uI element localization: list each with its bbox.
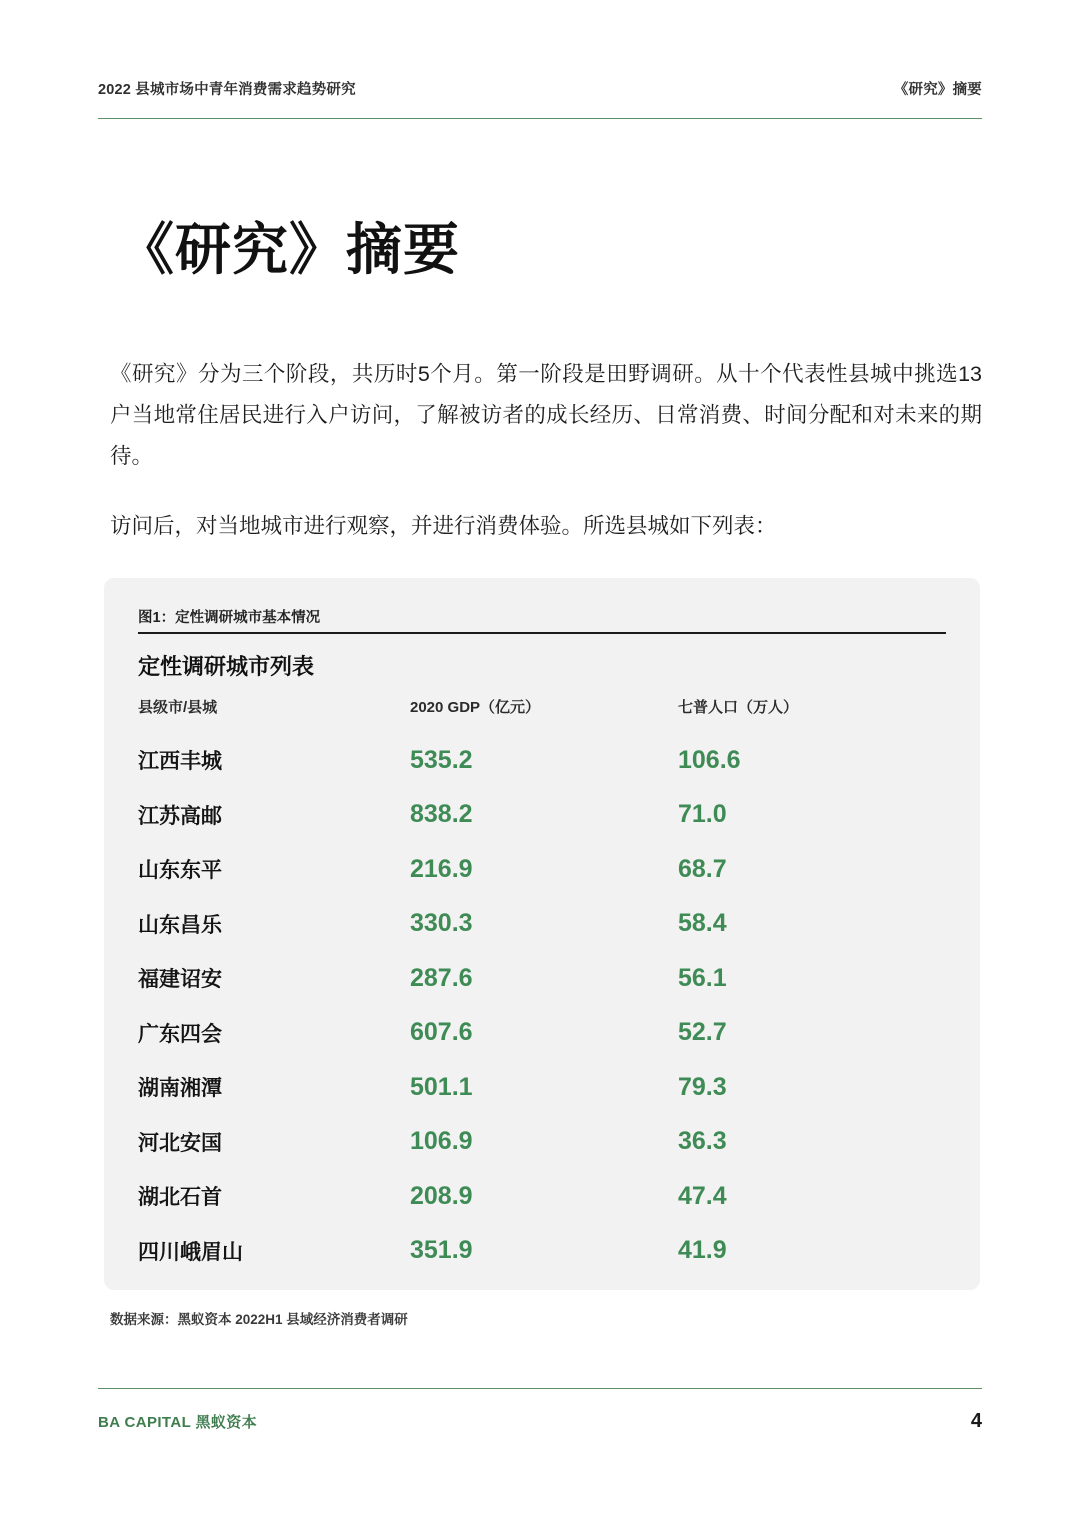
cell-city: [138, 842, 410, 897]
cell-city-value: 江苏高邮: [138, 804, 222, 828]
cell-city-value: 广东四会: [138, 1022, 222, 1046]
cell-population: [678, 1060, 948, 1115]
cell-city: [138, 951, 410, 1006]
cell-population-value: 106.6: [678, 745, 741, 774]
cell-gdp: [410, 1060, 678, 1115]
cell-gdp: [410, 897, 678, 952]
cell-gdp: [410, 733, 678, 788]
cell-city: [138, 1006, 410, 1061]
footer-page-number: 4: [970, 1410, 982, 1432]
table-row: [138, 1060, 948, 1115]
table-row: [138, 1169, 948, 1224]
cell-city-value: 河北安国: [138, 1131, 222, 1155]
cell-population-value: 68.7: [678, 854, 727, 883]
table-row: [138, 733, 948, 788]
cell-population: [678, 1224, 948, 1279]
cell-population: [678, 897, 948, 952]
figure-caption: 图1：定性调研城市基本情况: [138, 610, 321, 626]
cell-population-value: 36.3: [678, 1127, 727, 1156]
table-header-row: [138, 696, 948, 733]
cell-population-value: 58.4: [678, 909, 727, 938]
column-header-city: 县级市/县城: [138, 699, 218, 716]
cell-gdp: [410, 1169, 678, 1224]
cell-gdp: [410, 951, 678, 1006]
cell-city: [138, 1060, 410, 1115]
footer-divider: [98, 1388, 982, 1389]
table-title: 定性调研城市列表: [138, 654, 315, 679]
paragraph-intro: 《研究》分为三个阶段，共历时5个月。第一阶段是田野调研。从十个代表性县城中挑选13户当地常住居民进行入户访问，了解被访者的成长经历、日常消费、时间分配和对未来的期待。: [110, 361, 982, 468]
cell-population-value: 71.0: [678, 800, 727, 829]
cell-gdp: [410, 788, 678, 843]
table-row: [138, 1006, 948, 1061]
cell-city: [138, 1115, 410, 1170]
cell-population: [678, 788, 948, 843]
cell-city: [138, 1169, 410, 1224]
page-footer: [98, 1410, 982, 1433]
header-section-title: 《研究》摘要: [893, 82, 982, 98]
cell-city-value: 湖北石首: [138, 1186, 222, 1210]
survey-city-table: [138, 696, 948, 1278]
cell-gdp: [410, 842, 678, 897]
page-title: 《研究》摘要: [118, 217, 460, 281]
cell-city: [138, 1224, 410, 1279]
header-divider: [98, 118, 982, 119]
table-row: [138, 1115, 948, 1170]
table-row: [138, 842, 948, 897]
cell-city: [138, 897, 410, 952]
cell-city-value: 山东昌乐: [138, 913, 222, 937]
cell-gdp-value: 838.2: [410, 800, 473, 829]
cell-population-value: 56.1: [678, 963, 727, 992]
cell-population-value: 47.4: [678, 1181, 727, 1210]
cell-city-value: 湖南湘潭: [138, 1077, 222, 1101]
figure-card: [104, 578, 980, 1290]
cell-city-value: 福建诏安: [138, 968, 222, 992]
footer-brand: BA CAPITAL 黑蚁资本: [98, 1414, 258, 1431]
cell-population-value: 52.7: [678, 1018, 727, 1047]
cell-gdp-value: 351.9: [410, 1236, 473, 1265]
cell-gdp: [410, 1224, 678, 1279]
cell-population: [678, 733, 948, 788]
cell-population: [678, 1115, 948, 1170]
table-row: [138, 951, 948, 1006]
table-row: [138, 1224, 948, 1279]
cell-population-value: 79.3: [678, 1072, 727, 1101]
table-row: [138, 897, 948, 952]
column-header-population: 七普人口（万人）: [678, 699, 799, 716]
cell-population: [678, 1006, 948, 1061]
cell-population: [678, 951, 948, 1006]
cell-city: [138, 788, 410, 843]
header-report-title: 2022 县城市场中青年消费需求趋势研究: [98, 82, 356, 98]
cell-gdp-value: 330.3: [410, 909, 473, 938]
cell-gdp-value: 607.6: [410, 1018, 473, 1047]
cell-population: [678, 1169, 948, 1224]
cell-gdp-value: 106.9: [410, 1127, 473, 1156]
cell-city-value: 四川峨眉山: [138, 1240, 243, 1264]
cell-population: [678, 842, 948, 897]
cell-gdp-value: 208.9: [410, 1181, 473, 1210]
cell-gdp-value: 216.9: [410, 854, 473, 883]
table-row: [138, 788, 948, 843]
cell-city-value: 山东东平: [138, 859, 222, 883]
cell-gdp-value: 535.2: [410, 745, 473, 774]
page-header: [98, 78, 982, 99]
cell-gdp-value: 287.6: [410, 963, 473, 992]
cell-gdp-value: 501.1: [410, 1072, 473, 1101]
cell-gdp: [410, 1006, 678, 1061]
cell-gdp: [410, 1115, 678, 1170]
cell-population-value: 41.9: [678, 1236, 727, 1265]
cell-city-value: 江西丰城: [138, 750, 222, 774]
paragraph-secondary: 访问后，对当地城市进行观察，并进行消费体验。所选县城如下列表：: [110, 513, 777, 538]
figure-divider: [138, 632, 946, 634]
cell-city: [138, 733, 410, 788]
figure-source: 数据来源：黑蚁资本 2022H1 县域经济消费者调研: [110, 1312, 408, 1327]
column-header-gdp: 2020 GDP（亿元）: [410, 699, 541, 716]
